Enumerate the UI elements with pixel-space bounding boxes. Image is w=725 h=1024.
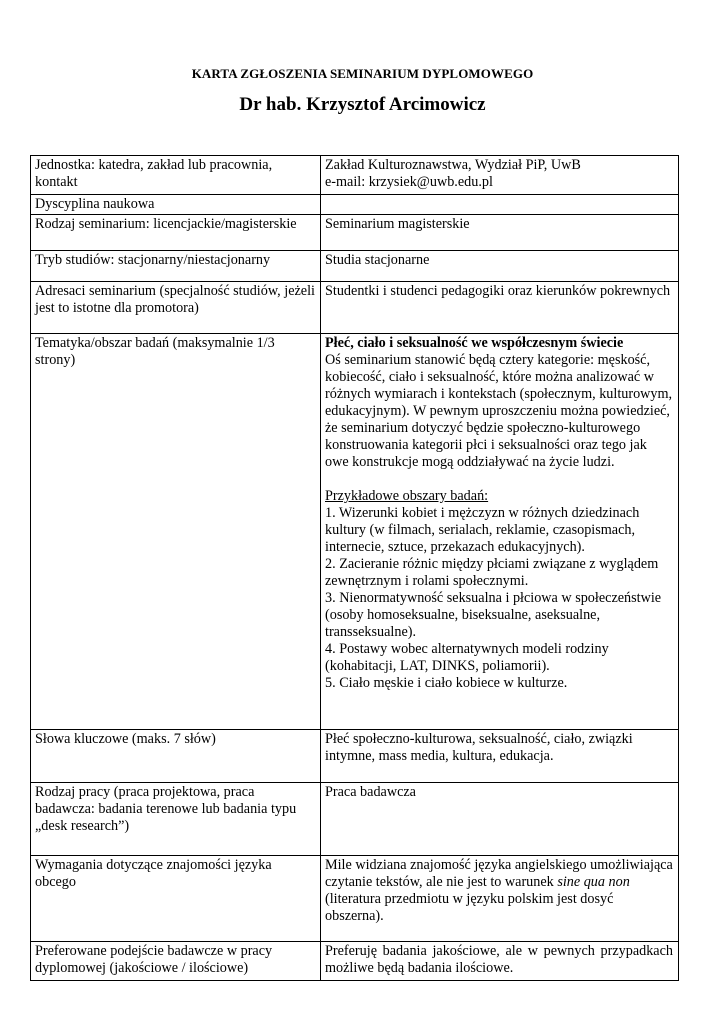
row-value: Praca badawcza (321, 783, 679, 856)
language-text-end: (literatura przedmiotu w języku polskim jest dosyć obszerna). (325, 891, 614, 924)
list-item: 1. Wizerunki kobiet i mężczyzn w różnych dziedzinach kultury (w filmach, serialach, reklamie, czasopismach, internecie, sztuce, przekazach edukacyjnych). (325, 505, 640, 555)
table-row-study-mode (31, 251, 679, 282)
table-row-topic (31, 334, 679, 730)
row-value: Preferuję badania jakościowe, ale w pewnych przypadkach możliwe będą badania ilościowe. (321, 942, 679, 981)
row-value: Studentki i studenci pedagogiki oraz kierunków pokrewnych (321, 282, 679, 334)
seminar-form-table (30, 155, 679, 981)
row-value (321, 856, 679, 942)
row-value (321, 156, 679, 195)
table-row-language (31, 856, 679, 942)
language-text: Mile widziana znajomość języka angielskiego umożliwiająca czytanie tekstów, ale nie jest to warunek (325, 857, 673, 890)
list-item: 3. Nienormatywność seksualna i płciowa w społeczeństwie (osoby homoseksualne, biseksualne, aseksualne, transseksualne). (325, 590, 662, 640)
row-value (321, 334, 679, 730)
table-row-approach (31, 942, 679, 981)
row-value (321, 195, 679, 215)
row-label: Jednostka: katedra, zakład lub pracownia, kontakt (31, 156, 321, 195)
table-row-unit (31, 156, 679, 195)
table-row-keywords (31, 730, 679, 783)
unit-name: Zakład Kulturoznawstwa, Wydział PiP, UwB (325, 157, 581, 173)
row-label: Wymagania dotyczące znajomości języka obcego (31, 856, 321, 942)
list-item: 5. Ciało męskie i ciało kobiece w kulturze. (325, 675, 568, 691)
row-label: Słowa kluczowe (maks. 7 słów) (31, 730, 321, 783)
table-row-audience (31, 282, 679, 334)
language-italic: sine qua non (557, 874, 630, 890)
form-title: KARTA ZGŁOSZENIA SEMINARIUM DYPLOMOWEGO (191, 66, 534, 81)
table-row-seminar-type (31, 215, 679, 251)
table-row-work-type (31, 783, 679, 856)
row-label: Tryb studiów: stacjonarny/niestacjonarny (31, 251, 321, 282)
row-label: Tematyka/obszar badań (maksymalnie 1/3 strony) (31, 334, 321, 730)
row-label: Rodzaj seminarium: licencjackie/magisterskie (31, 215, 321, 251)
row-value: Płeć społeczno-kulturowa, seksualność, ciało, związki intymne, mass media, kultura, edukacja. (321, 730, 679, 783)
table-row-discipline (31, 195, 679, 215)
topic-description: Oś seminarium stanowić będą cztery kategorie: męskość, kobiecość, ciało i seksualność, które można analizować w różnych wymiarach i kontekstach (społecznym, kulturowym, edukacyjnym). W pewnym uproszczeniu można powiedzieć, że seminarium dotyczyć będzie społeczno-kulturowego konstruowania kategorii płci i seksualności oraz tego jak owe konstrukcje mogą oddziaływać na życie ludzi. (325, 352, 673, 470)
spacer (325, 471, 673, 488)
row-value: Seminarium magisterskie (321, 215, 679, 251)
list-item: 4. Postawy wobec alternatywnych modeli rodziny (kohabitacji, LAT, DINKS, poliamorii). (325, 641, 609, 674)
row-label: Adresaci seminarium (specjalność studiów, jeżeli jest to istotne dla promotora) (31, 282, 321, 334)
topic-title: Płeć, ciało i seksualność we współczesnym świecie (325, 335, 624, 351)
supervisor-name: Dr hab. Krzysztof Arcimowicz (239, 94, 486, 115)
row-label: Rodzaj pracy (praca projektowa, praca badawcza: badania terenowe lub badania typu „desk research”) (31, 783, 321, 856)
contact-email: e-mail: krzysiek@uwb.edu.pl (325, 174, 493, 190)
row-label: Preferowane podejście badawcze w pracy dyplomowej (jakościowe / ilościowe) (31, 942, 321, 981)
row-value: Studia stacjonarne (321, 251, 679, 282)
list-item: 2. Zacieranie różnic między płciami związane z wyglądem zewnętrznym i rolami społecznymi. (325, 556, 659, 589)
areas-heading: Przykładowe obszary badań: (325, 488, 489, 504)
row-label: Dyscyplina naukowa (31, 195, 321, 215)
